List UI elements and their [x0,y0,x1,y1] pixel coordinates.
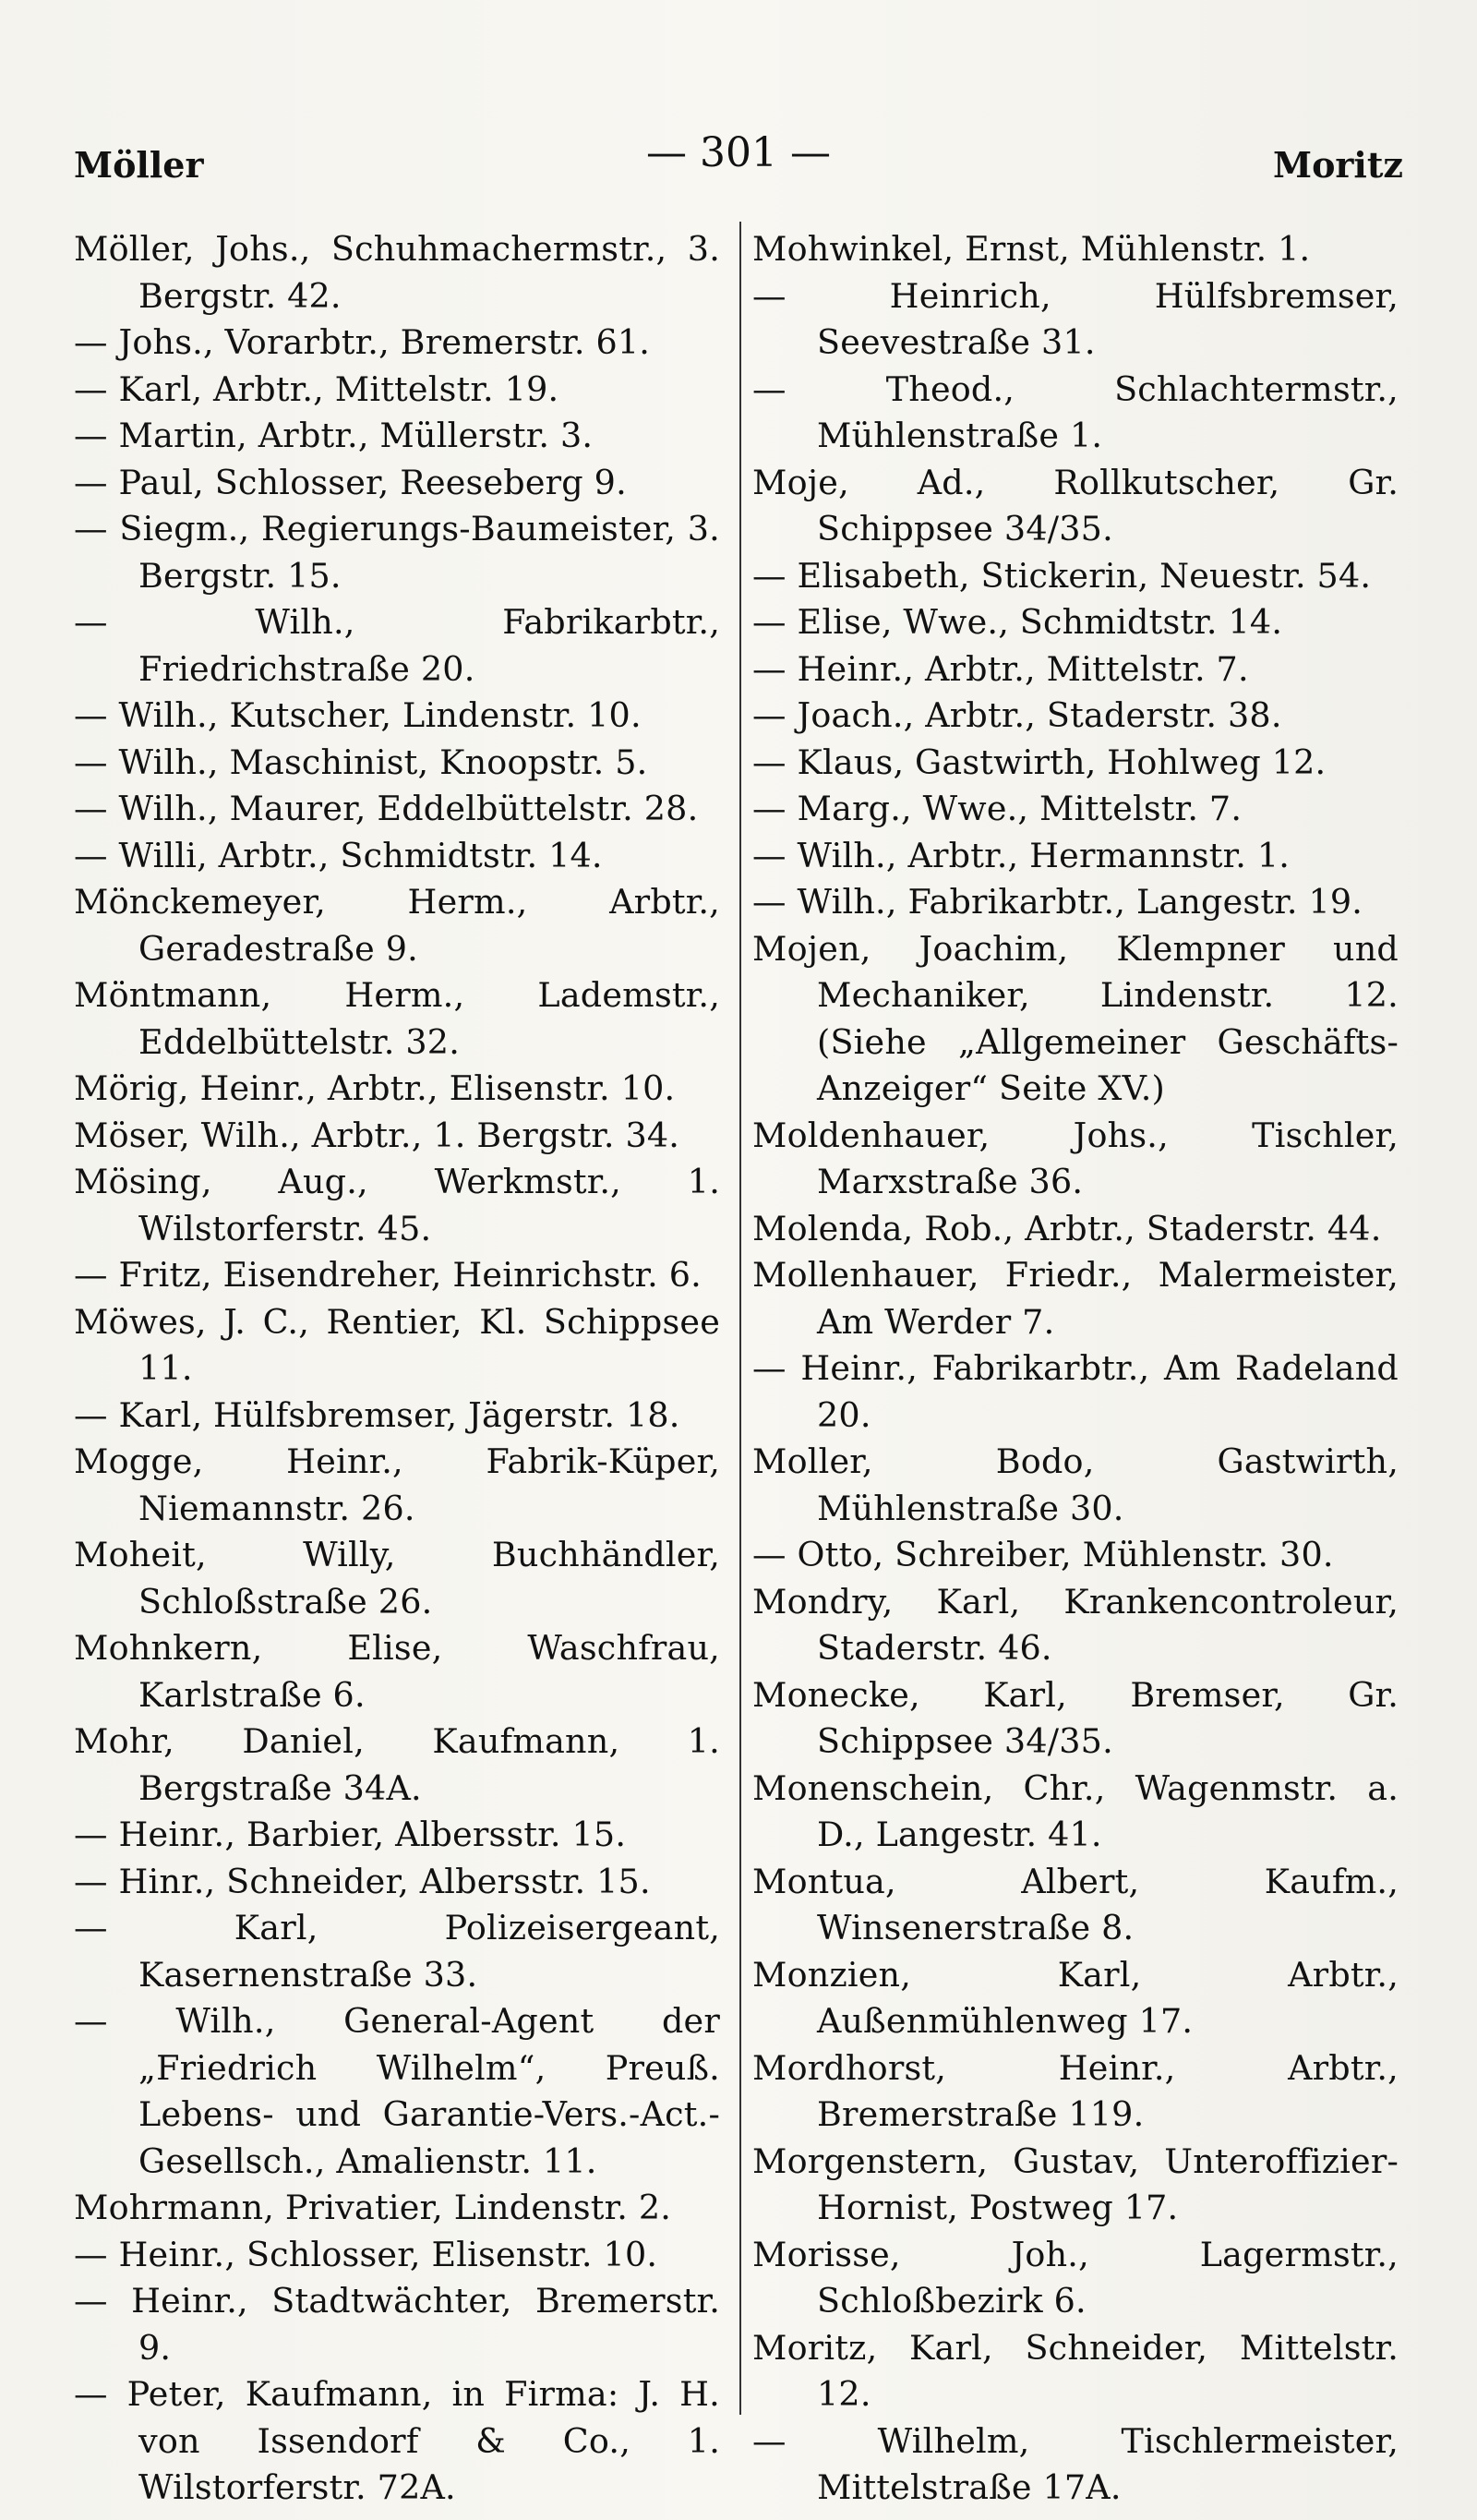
directory-entry: — Elisabeth, Stickerin, Neuestr. 54. [752,555,1372,596]
directory-entry: — Heinr., Schlosser, Elisenstr. 10. [74,2234,658,2274]
directory-entry: Möwes, J. C., Rentier, Kl. Schippsee 11. [74,1301,720,1388]
directory-entry: — Fritz, Eisendreher, Heinrichstr. 6. [74,1255,702,1295]
directory-entry: Mohrmann, Privatier, Lindenstr. 2. [74,2188,672,2227]
directory-entry: — Marg., Wwe., Mittelstr. 7. [752,789,1243,828]
directory-entry: — Johs., Vorarbtr., Bremerstr. 61. [74,322,651,362]
directory-entry: — Heinr., Barbier, Albersstr. 15. [74,1815,627,1854]
header-left-catchword: Möller [74,144,204,186]
directory-entry: Mordhorst, Heinr., Arbtr., Bremerstraße 119. [752,2047,1399,2134]
directory-entry: — Heinrich, Hülfsbremser, Seevestraße 31. [752,275,1399,362]
directory-entry: — Joach., Arbtr., Staderstr. 38. [752,695,1282,735]
directory-entry: — Hinr., Schneider, Albersstr. 15. [74,1861,651,1901]
directory-entry: — Wilh., Fabrikarbtr., Friedrichstraße 20. [74,602,720,689]
directory-entry: Montua, Albert, Kaufm., Winsenerstraße 8. [752,1861,1399,1947]
directory-entry: Möller, Johs., Schuhmachermstr., 3. Bergstr. 42. [74,229,720,316]
page-number: — 301 — [646,129,831,176]
directory-entry: — Heinr., Arbtr., Mittelstr. 7. [752,648,1249,689]
directory-entry: Molenda, Rob., Arbtr., Staderstr. 44. [752,1208,1382,1248]
directory-entry: Mohr, Daniel, Kaufmann, 1. Bergstraße 34A. [74,1721,720,1808]
directory-entry: — Wilh., Fabrikarbtr., Langestr. 19. [752,882,1363,922]
directory-entry: — Otto, Schreiber, Mühlenstr. 30. [752,1535,1334,1574]
directory-entry: Möntmann, Herm., Lademstr., Eddelbüttelstr. 32. [74,975,720,1062]
directory-entry: — Wilh., Maurer, Eddelbüttelstr. 28. [74,789,699,828]
directory-entry: Monenschein, Chr., Wagenmstr. a. D., Langestr. 41. [752,1767,1399,1854]
directory-entry: Mörig, Heinr., Arbtr., Elisenstr. 10. [74,1068,676,1108]
directory-entry: Mojen, Joachim, Klempner und Mechaniker, Lindenstr. 12. (Siehe „Allgemeiner Geschäfts-Anzeiger“ Seite XV.) [752,928,1399,1108]
directory-entry: Mogge, Heinr., Fabrik-Küper, Niemannstr. 26. [74,1441,720,1528]
directory-entry: Morisse, Joh., Lagermstr., Schloßbezirk 6. [752,2234,1399,2321]
directory-entry: Moritz, Karl, Schneider, Mittelstr. 12. [752,2327,1399,2414]
directory-entry: — Karl, Arbtr., Mittelstr. 19. [74,368,559,409]
header-right-catchword: Moritz [1273,144,1403,186]
directory-entry: — Wilh., General-Agent der „Friedrich Wilhelm“, Preuß. Lebens- und Garantie-Vers.-Act.-Gesellsch., Amalienstr. 11. [74,2001,720,2181]
column-divider [739,222,741,2415]
directory-entry: — Paul, Schlosser, Reeseberg 9. [74,462,627,502]
directory-entry: — Martin, Arbtr., Müllerstr. 3. [74,416,594,455]
directory-entry: Moheit, Willy, Buchhändler, Schloßstraße 26. [74,1535,720,1622]
directory-entry: Moller, Bodo, Gastwirth, Mühlenstraße 30. [752,1441,1399,1528]
directory-entry: — Wilhelm, Tischlermeister, Mittelstraße 17A. [752,2420,1399,2507]
directory-entry: Mösing, Aug., Werkmstr., 1. Wilstorferstr. 45. [74,1162,720,1248]
directory-entry: — Elise, Wwe., Schmidtstr. 14. [752,602,1283,642]
directory-entry: Morgenstern, Gustav, Unteroffizier-Hornist, Postweg 17. [752,2140,1399,2227]
directory-entry: Mönckemeyer, Herm., Arbtr., Geradestraße 9. [74,882,720,969]
directory-entry: — Willi, Arbtr., Schmidtstr. 14. [74,835,603,875]
directory-entry: Mondry, Karl, Krankencontroleur, Staderstr. 46. [752,1581,1399,1668]
directory-entry: Mollenhauer, Friedr., Malermeister, Am Werder 7. [752,1255,1399,1342]
page-header [74,129,1403,194]
directory-entry: — Wilh., Maschinist, Knoopstr. 5. [74,742,648,782]
directory-entry: Monecke, Karl, Bremser, Gr. Schippsee 34/35. [752,1674,1399,1761]
directory-entry: — Wilh., Arbtr., Hermannstr. 1. [752,835,1291,875]
directory-entry: Möser, Wilh., Arbtr., 1. Bergstr. 34. [74,1115,680,1155]
directory-entry: Moldenhauer, Johs., Tischler, Marxstraße 36. [752,1115,1399,1201]
directory-entry: — Karl, Polizeisergeant, Kasernenstraße 33. [74,1908,720,1995]
directory-entry: — Klaus, Gastwirth, Hohlweg 12. [752,742,1327,782]
directory-entry: — Heinr., Stadtwächter, Bremerstr. 9. [74,2281,720,2368]
directory-entry: Mohwinkel, Ernst, Mühlenstr. 1. [752,229,1311,269]
directory-entry: — Heinr., Fabrikarbtr., Am Radeland 20. [752,1348,1399,1435]
directory-entry: — Karl, Hülfsbremser, Jägerstr. 18. [74,1394,680,1435]
directory-entry: Mohnkern, Elise, Waschfrau, Karlstraße 6. [74,1628,720,1715]
directory-entry: — Siegm., Regierungs-Baumeister, 3. Bergstr. 15. [74,509,720,596]
directory-entry: — Peter, Kaufmann, in Firma: J. H. von Issendorf & Co., 1. Wilstorferstr. 72A. [74,2374,720,2507]
right-column [752,226,1399,2512]
directory-entry: — Theod., Schlachtermstr., Mühlenstraße 1. [752,368,1399,455]
left-column [74,226,720,2512]
directory-entry: Moje, Ad., Rollkutscher, Gr. Schippsee 34/35. [752,462,1399,549]
directory-entry: — Wilh., Kutscher, Lindenstr. 10. [74,695,642,735]
directory-entry: Monzien, Karl, Arbtr., Außenmühlenweg 17. [752,1954,1399,2041]
